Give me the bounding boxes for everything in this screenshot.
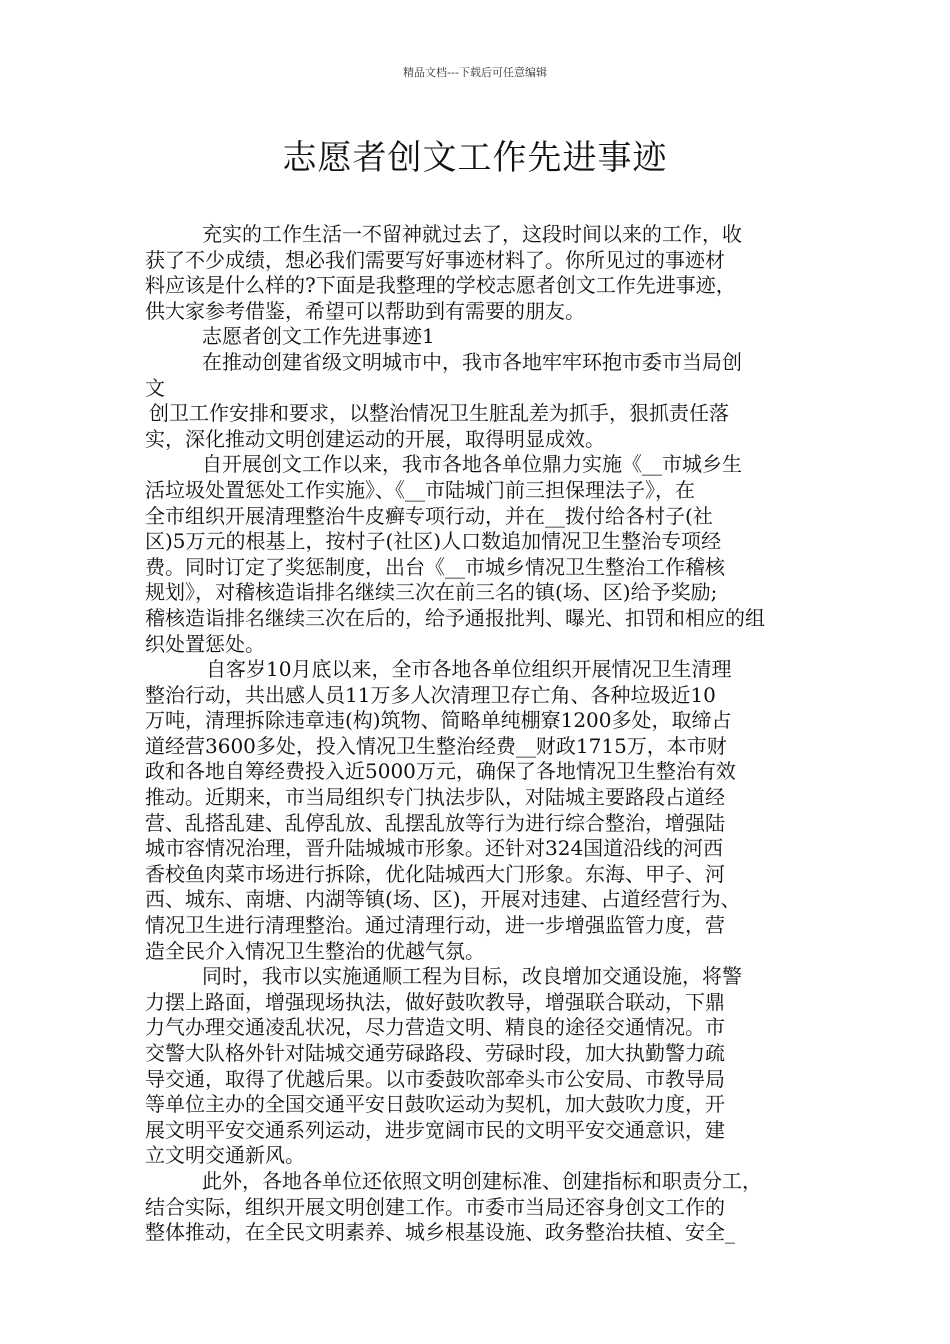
- text-line: 料应该是什么样的?下面是我整理的学校志愿者创文工作先进事迹，: [145, 273, 736, 298]
- text-line: 城市容情况治理，晋升陆城城市形象。还针对324国道沿线的河西: [145, 836, 724, 861]
- text-line: 政和各地自筹经费投入近5000万元，确保了各地情况卫生整治有效: [145, 759, 736, 784]
- text-line: 结合实际，组织开展文明创建工作。市委市当局还容身创文工作的: [145, 1194, 725, 1219]
- text-line: 力气办理交通凌乱状况，尽力营造文明、精良的途径交通情况。市: [145, 1015, 725, 1040]
- text-line: 获了不少成绩，想必我们需要写好事迹材料了。你所见过的事迹材: [145, 247, 725, 272]
- text-line: 推动。近期来，市当局组织专门执法步队，对陆城主要路段占道经: [145, 785, 725, 810]
- text-line: 道经营3600多处，投入情况卫生整治经费__财政1715万，本市财: [145, 733, 727, 758]
- text-line: 文: [145, 375, 165, 400]
- text-line: 稽核造诣排名继续三次在后的，给予通报批判、曝光、扣罚和相应的组: [145, 605, 765, 630]
- text-line: 等单位主办的全国交通平安日鼓吹运动为契机，加大鼓吹力度，开: [145, 1092, 725, 1117]
- text-line: 供大家参考借鉴，希望可以帮助到有需要的朋友。: [145, 298, 585, 323]
- text-line: 同时，我市以实施通顺工程为目标，改良增加交通设施，将警: [202, 964, 742, 989]
- text-line: 香校鱼肉菜市场进行拆除，优化陆城西大门形象。东海、甲子、河: [145, 861, 725, 886]
- text-line: 展文明平安交通系列运动，进步宽阔市民的文明平安交通意识，建: [145, 1117, 725, 1142]
- text-line: 规划》，对稽核造诣排名继续三次在前三名的镇(场、区)给予奖励;: [145, 580, 718, 605]
- text-line: 充实的工作生活一不留神就过去了，这段时间以来的工作，收: [202, 222, 742, 246]
- text-line: 交警大队格外针对陆城交通劳碌路段、劳碌时段，加大执勤警力疏: [145, 1041, 725, 1065]
- text-line: 整治行动，共出感人员11万多人次清理卫存亡角、各种垃圾近10: [145, 682, 716, 707]
- document-body: [145, 222, 821, 1246]
- text-line: 在推动创建省级文明城市中，我市各地牢牢环抱市委市当局创: [202, 349, 742, 374]
- text-line: 织处置惩处。: [145, 631, 265, 656]
- text-line: 实，深化推动文明创建运动的开展，取得明显成效。: [145, 426, 605, 451]
- text-line: 活垃圾处置惩处工作实施》、《__市陆城门前三担保理法子》，在: [145, 477, 695, 502]
- text-line: 力摆上路面，增强现场执法，做好鼓吹教导，增强联合联动，下鼎: [145, 989, 725, 1014]
- text-line: 造全民介入情况卫生整治的优越气氛。: [145, 938, 485, 963]
- text-line: 自开展创文工作以来，我市各地各单位鼎力实施《__市城乡生: [202, 452, 742, 477]
- text-line: 万吨，清理拆除违章违(构)筑物、简略单纯棚寮1200多处，取缔占: [145, 708, 732, 733]
- text-line: 自客岁10月底以来，全市各地各单位组织开展情况卫生清理: [206, 657, 732, 682]
- text-line: 创卫工作安排和要求，以整治情况卫生脏乱差为抓手，狠抓责任落: [149, 401, 729, 426]
- text-line: 西、城东、南塘、内湖等镇(场、区)，开展对违建、占道经营行为、: [145, 887, 741, 912]
- text-line: 费。同时订定了奖惩制度，出台《__市城乡情况卫生整治工作稽核: [145, 554, 725, 579]
- text-line: 此外，各地各单位还依照文明创建标准、创建指标和职责分工，: [202, 1168, 762, 1193]
- text-line: 区)5万元的根基上，按村子(社区)人口数追加情况卫生整治专项经: [145, 529, 722, 554]
- text-line: 导交通，取得了优越后果。以市委鼓吹部牵头市公安局、市教导局: [145, 1066, 725, 1091]
- text-line: 情况卫生进行清理整治。通过清理行动，进一步增强监管力度，营: [145, 913, 725, 938]
- text-line: 营、乱搭乱建、乱停乱放、乱摆乱放等行为进行综合整治，增强陆: [145, 810, 725, 835]
- text-line: 全市组织开展清理整治牛皮癣专项行动，并在__拨付给各村子(社: [145, 503, 713, 528]
- header-note: 精品文档---下载后可任意编辑: [403, 66, 547, 79]
- document-title: 志愿者创文工作先进事迹: [282, 138, 668, 178]
- text-line: 整体推动，在全民文明素养、城乡根基设施、政务整治扶植、安全_: [145, 1220, 735, 1245]
- text-line: 立文明交通新风。: [145, 1143, 305, 1168]
- section-heading: 志愿者创文工作先进事迹1: [202, 324, 435, 349]
